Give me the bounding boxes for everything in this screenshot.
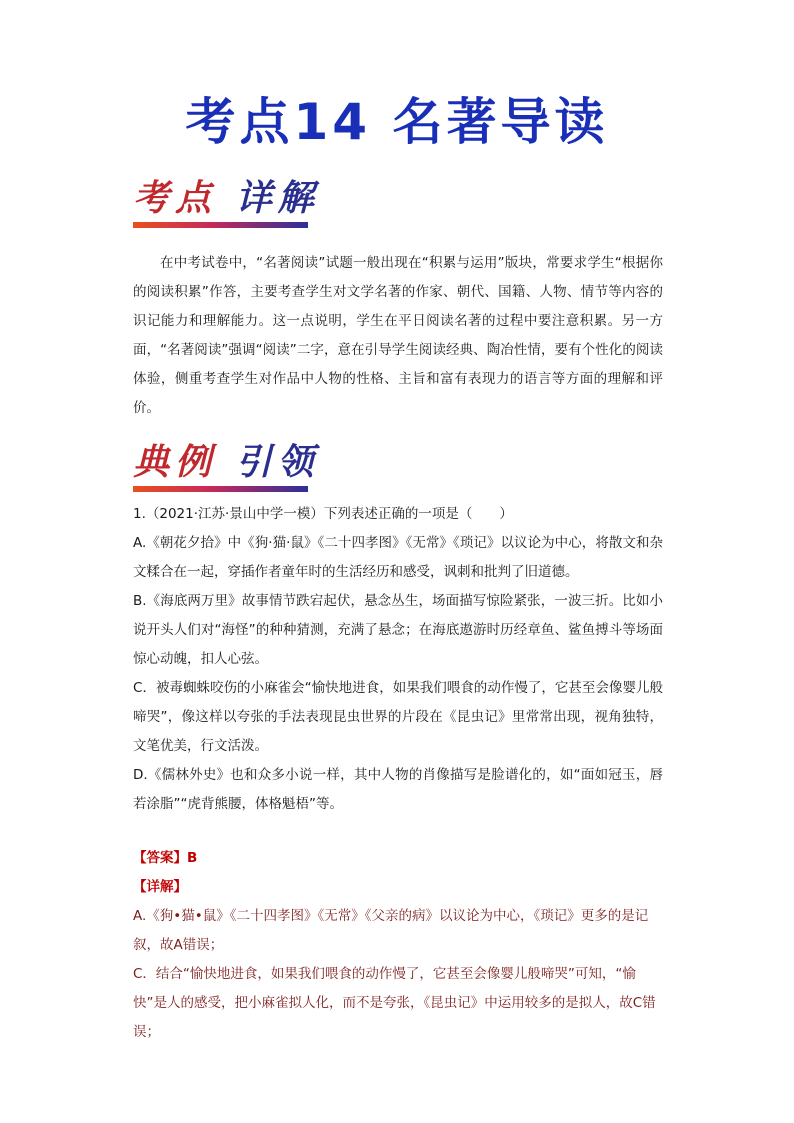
option-c: C．被毒蜘蛛咬伤的小麻雀会“愉快地进食，如果我们喂食的动作慢了，它甚至会像婴儿般啼哭”，像这样以夸张的手法表现昆虫世界的片段在《昆虫记》里常常出现，视角独特，文笔优美，行文活泼。 (133, 680, 663, 754)
detail-line-c: C．结合“愉快地进食，如果我们喂食的动作慢了，它甚至会像婴儿般啼哭”可知，“愉快”是人的感受，把小麻雀拟人化，而不是夸张，《昆虫记》中运用较多的是拟人，故C错误； (133, 966, 656, 1040)
option-d: D.《儒林外史》也和众多小说一样，其中人物的肖像描写是脸谱化的，如“面如冠玉，唇若涂脂”“虎背熊腰，体格魁梧”等。 (133, 767, 663, 812)
section-underline (133, 222, 308, 228)
answer-value: B (187, 850, 198, 866)
answer-block (133, 844, 663, 1047)
section-header-part2: 引领 (235, 441, 320, 483)
option-a: A.《朝花夕拾》中《狗·猫·鼠》《二十四孝图》《无常》《琐记》以议论为中心，将散文和杂文糅合在一起，穿插作者童年时的生活经历和感受，讽刺和批判了旧道德。 (133, 535, 663, 580)
section-header-dianli (133, 440, 320, 492)
question-block (133, 500, 663, 819)
question-stem: 1.（2021·江苏·景山中学一模）下列表述正确的一项是（ ） (133, 506, 513, 522)
section-underline (133, 486, 308, 492)
section-header-part1: 考点 (133, 177, 218, 219)
option-b: B.《海底两万里》故事情节跌宕起伏，悬念丛生，场面描写惊险紧张，一波三折。比如小说开头人们对“海怪”的种种猜测，充满了悬念；在海底遨游时历经章鱼、鲨鱼搏斗等场面惊心动魄，扣人心弦。 (133, 593, 663, 667)
section-header-part2: 详解 (235, 177, 320, 219)
detail-line-a: A.《狗•猫•鼠》《二十四孝图》《无常》《父亲的病》以议论为中心，《琐记》更多的是记叙，故A错误； (133, 908, 649, 953)
intro-paragraph: 在中考试卷中，“名著阅读”试题一般出现在“积累与运用”版块，常要求学生“根据你的阅读积累”作答，主要考查学生对文学名著的作家、朝代、国籍、人物、情节等内容的识记能力和理解能力。这一点说明，学生在平日阅读名著的过程中要注意积累。另一方面，“名著阅读”强调“阅读”二字，意在引导学生阅读经典、陶冶性情，要有个性化的阅读体验，侧重考查学生对作品中人物的性格、主旨和富有表现力的语言等方面的理解和评价。 (133, 255, 663, 416)
page-title: 考点14 名著导读 (185, 93, 609, 151)
section-header-part1: 典例 (133, 441, 218, 483)
answer-label: 【答案】 (133, 850, 187, 866)
detail-label: 【详解】 (133, 879, 187, 895)
section-header-kaodian (133, 176, 320, 228)
